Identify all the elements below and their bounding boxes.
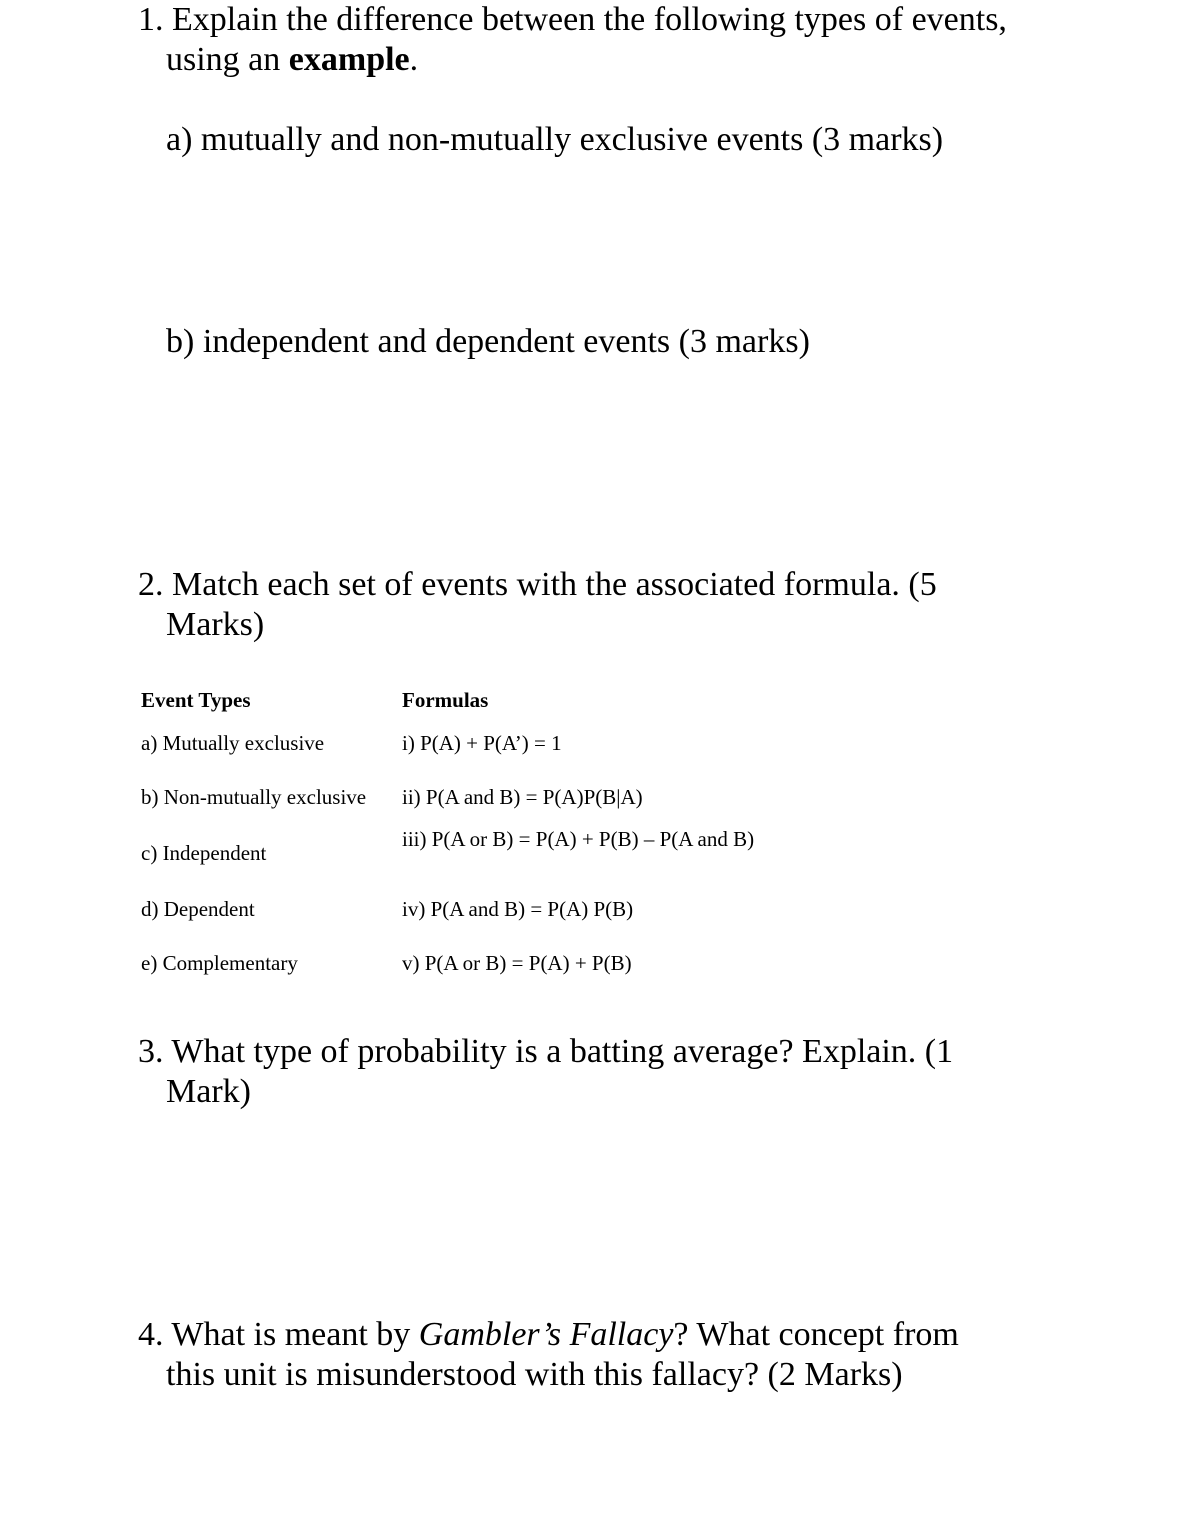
question-1-period: . (409, 41, 419, 78)
question-4-line-2: this unit is misunderstood with this fallacy? (2 Marks) (166, 1356, 903, 1393)
event-type: c) Independent (141, 841, 267, 865)
event-type: e) Complementary (141, 951, 298, 975)
question-4-line-1 (138, 1315, 1038, 1355)
question-4-text: 4. What is meant by (138, 1316, 419, 1353)
event-type: d) Dependent (141, 897, 255, 921)
formula: iv) P(A and B) = P(A) P(B) (402, 897, 634, 921)
event-type: b) Non-mutually exclusive (141, 785, 367, 809)
question-2 (138, 565, 1038, 645)
event-type: a) Mutually exclusive (141, 731, 325, 755)
formula: i) P(A) + P(A’) = 1 (402, 731, 562, 755)
question-2-line-1: 2. Match each set of events with the associated formula. (5 (138, 566, 937, 603)
question-2-line-2: Marks) (166, 606, 265, 643)
formula: iii) P(A or B) = P(A) + P(B) – P(A and B) (402, 827, 755, 851)
question-4-text-cont: ? What concept from (673, 1316, 959, 1353)
question-1 (138, 0, 1038, 80)
gamblers-fallacy-term: Gambler’s Fallacy (418, 1316, 674, 1353)
question-3-line-1: 3. What type of probability is a batting average? Explain. (1 (138, 1033, 954, 1070)
question-1-emphasis: example (288, 41, 410, 78)
event-types-header: Event Types (141, 688, 251, 712)
question-1b: b) independent and dependent events (3 marks) (166, 323, 810, 360)
question-1-line-1: 1. Explain the difference between the following types of events, (138, 1, 1007, 38)
question-1-line-2-text: using an (166, 41, 289, 78)
question-3 (138, 1032, 1038, 1112)
question-1-line-2 (138, 40, 1038, 80)
question-4 (138, 1315, 1038, 1395)
question-3-line-2: Mark) (166, 1073, 251, 1110)
formulas-header: Formulas (402, 688, 489, 712)
formula: ii) P(A and B) = P(A)P(B|A) (402, 785, 643, 809)
formula: v) P(A or B) = P(A) + P(B) (402, 951, 632, 975)
question-1a: a) mutually and non-mutually exclusive events (3 marks) (166, 121, 944, 158)
